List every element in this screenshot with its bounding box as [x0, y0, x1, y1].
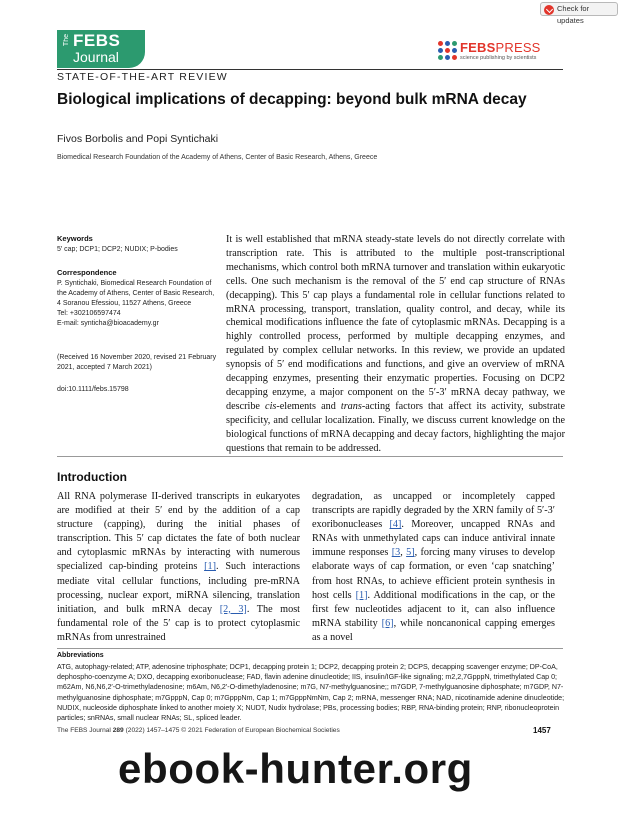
- correspondence-block: [57, 268, 217, 329]
- febs-press-logo: [438, 38, 550, 66]
- keywords-text: 5′ cap; DCP1; DCP2; NUDIX; P-bodies: [57, 246, 178, 253]
- logo-the: The: [63, 34, 70, 47]
- abbreviations-divider: [57, 648, 563, 649]
- febs-press-dots-icon: [438, 41, 458, 61]
- correspondence-address: P. Syntichaki, Biomedical Research Foundation of the Academy of Athens, Center of Basic Research, 4 Soranou Efessiou, 11527 Athens, Greece: [57, 280, 215, 307]
- doi-link[interactable]: doi:10.1111/febs.15798: [57, 386, 129, 393]
- article-type-label: STATE-OF-THE-ART REVIEW: [57, 71, 228, 83]
- page-number: 1457: [533, 726, 551, 735]
- author-affiliation: Biomedical Research Foundation of the Academy of Athens, Center of Basic Research, Athens, Greece: [57, 154, 378, 161]
- febs-journal-logo: [57, 30, 145, 68]
- watermark-text: ebook-hunter.org: [118, 745, 473, 792]
- introduction-right-column: degradation, as uncapped or incompletely capped transcripts are rapidly degraded by the XRN family of 5′-3′ exoribonucleases [4]. Moreover, uncapped RNAs and RNAs with unmethylated caps can induce antiviral innate immune responses [3, 5], forcing many viruses to develop elaborate ways of cap formation, or even ‘cap snatching’ from host RNAs, to achieve efficient protein synthesis in host cells [1]. Additional modifications in the cap, or the first few nucleotides adjacent to it, can also influence mRNA stability [6], while noncanonical capping emerges as a novel: [312, 491, 556, 643]
- reference-link-2-3[interactable]: [2, 3]: [219, 603, 247, 615]
- article-authors: Fivos Borbolis and Popi Syntichaki: [57, 133, 219, 145]
- reference-link-1[interactable]: [1]: [204, 561, 216, 573]
- received-dates: (Received 16 November 2020, revised 21 February 2021, accepted 7 March 2021): [57, 354, 217, 371]
- check-for-updates-button[interactable]: [540, 2, 618, 25]
- header-rule: [57, 69, 563, 70]
- abbreviations-text: ATG, autophagy-related; ATP, adenosine triphosphate; DCP1, decapping protein 1; DCP2, decapping protein 2; DCPS, decapping scavenger enzyme; DP-CoA, dephospho-coenzyme A; DXO, decapping exoribonuclease; FAD, flavin adenine dinucleotide; IIS, insulin/IGF-like signaling; m2,2,7GpppN, trimethylated Cap 0; m62Am, N6,N6,2′-O-trimethyladenosine; m6Am, N6,2′-O-dimethyladenosine; m7G, N7-methylguanosine;; m7GDP, 7-methylguanosine diphosphate; m7GDP, N7-methylguanosine diphosphate; m7GpppN, Cap 0; m7GpppNm, Cap 1; m7GpppNmNm, Cap 2; mRNA, messenger RNA; NAD, nicotinamide adenine dinucleotide; NUDIX, nucleoside diphosphate linked to another moiety X; NUDT, Nudix hydrolase; PBs, processing bodies; RBP, RNA-binding protein; RNP, ribonucleoprotein particles; snRNAs, small nuclear RNAs; SL, spliced leader.: [57, 663, 565, 723]
- reference-link-5[interactable]: 5]: [406, 547, 415, 559]
- keywords-heading: Keywords: [57, 234, 93, 243]
- publisher-tagline: science publishing by scientists: [460, 55, 537, 61]
- correspondence-email[interactable]: E-mail: synticha@bioacademy.gr: [57, 320, 159, 327]
- keywords-block: [57, 234, 217, 255]
- article-title: Biological implications of decapping: beyond bulk mRNA decay: [57, 91, 527, 108]
- logo-febs: FEBS: [73, 31, 121, 50]
- reference-link-3[interactable]: [3: [391, 547, 401, 559]
- introduction-left-column: All RNA polymerase II-derived transcripts in eukaryotes are modified at their 5′ end by the addition of a cap structure (capping), during the initial phases of transcription. This 5′ cap dictates the fate of both nuclear and cytoplasmic mRNAs by interacting with numerous specialized cap-binding proteins [1]. Such interactions mediate vital cellular functions, including pre-mRNA processing, nuclear export, miRNA silencing, translation initiation, and bulk mRNA decay [2, 3]. The most fundamental role of the 5′ cap is to protect cytoplasmic mRNAs from unrestrained: [57, 491, 301, 643]
- reference-link-4[interactable]: [4]: [389, 519, 402, 531]
- correspondence-heading: Correspondence: [57, 268, 117, 277]
- check-updates-icon: [544, 5, 554, 15]
- logo-journal: Journal: [73, 49, 119, 65]
- publisher-name: FEBSPRESS: [460, 40, 541, 55]
- correspondence-tel: Tel: +302106597474: [57, 310, 121, 317]
- abstract-text: It is well established that mRNA steady-state levels do not directly correlate with transcription rate. This is attributed to the multiple post-transcriptional mechanisms, which control both mRNA turnover and translation within eukaryotic cells. One such mechanism is the removal of the 5′ end cap structure of RNAs (decapping). This 5′ cap plays a fundamental role in cellular functions related to mRNA processing, transport, translation, quality control, and decay, while its chemical modifications influence the fate of cytoplasmic mRNAs. Decapping is a highly controlled process, performed by multiple decapping enzymes, and regulated by complex cellular networks. In this review, we provide an updated synopsis of 5′ end modifications and functions, and give an overview of mRNA decapping enzymes, presenting their enzymatic properties. Focusing on DCP2 decapping enzyme, a major component on the 5′-3′ mRNA decay pathway, we describe cis-elements and trans-acting factors that affect its activity, substrate specificity, and cellular localization. Finally, we discuss current knowledge on the biological functions of mRNA decapping and decay factors, highlighting the major questions that remain to be addressed.: [226, 234, 565, 454]
- reference-link-1b[interactable]: [1]: [355, 589, 368, 601]
- introduction-heading: Introduction: [57, 470, 127, 484]
- section-divider: [57, 456, 563, 457]
- reference-link-6[interactable]: [6]: [381, 617, 394, 629]
- footer-citation: The FEBS Journal 289 (2022) 1457–1475 © 2021 Federation of European Biochemical Societies: [57, 727, 340, 734]
- abbreviations-heading: Abbreviations: [57, 652, 104, 659]
- check-updates-label: Check for updates: [557, 4, 590, 25]
